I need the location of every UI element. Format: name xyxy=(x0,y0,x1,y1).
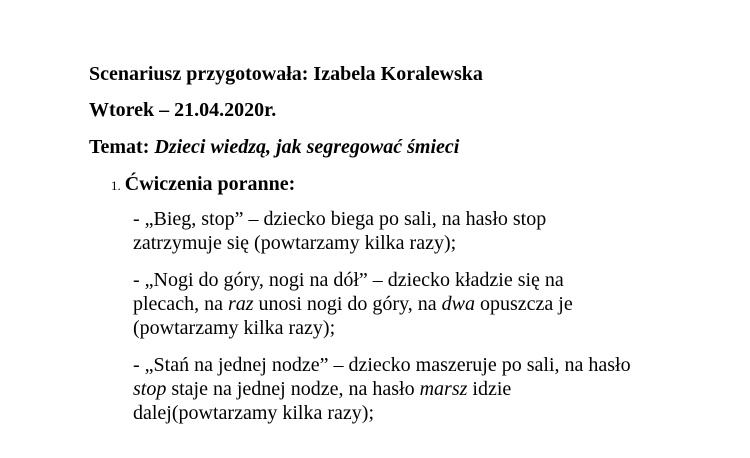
exercise-item-stan-na-jednej-nodze xyxy=(133,353,633,425)
exercise-text: opuszcza je (powtarzamy kilka razy); xyxy=(133,293,573,339)
exercise-keyword: dwa xyxy=(441,293,476,315)
topic-line xyxy=(89,135,459,159)
topic-value: Dzieci wiedzą, jak segregować śmieci xyxy=(154,136,460,158)
exercise-item-bieg-stop: - „Bieg, stop” – dziecko biega po sali, na hasło stop zatrzymuje się (powtarzamy kilka razy); xyxy=(133,208,547,254)
exercise-text: idzie dalej(powtarzamy kilka razy); xyxy=(133,378,512,424)
exercise-keyword: raz xyxy=(227,293,254,315)
date-line: Wtorek – 21.04.2020r. xyxy=(89,99,277,121)
exercise-text: - „Stań na jednej nodze” – dziecko maszeruje po sali, na hasło xyxy=(133,354,631,376)
section-heading: Ćwiczenia poranne: xyxy=(124,173,296,195)
list-number: 1. xyxy=(111,178,121,193)
topic-label: Temat: xyxy=(89,136,150,158)
author-line: Scenariusz przygotowała: Izabela Koralewska xyxy=(89,63,483,85)
exercise-keyword: marsz xyxy=(419,378,468,400)
exercises-heading xyxy=(111,172,295,198)
exercise-keyword: stop xyxy=(133,378,167,400)
exercise-text: unosi nogi do góry, na xyxy=(253,293,442,315)
exercise-item-nogi xyxy=(133,268,633,340)
exercise-text: staje na jednej nodze, na hasło xyxy=(166,378,420,400)
exercise-text: - „Nogi do góry, nogi na dół” – dziecko kładzie się na plecach, na xyxy=(133,269,564,315)
